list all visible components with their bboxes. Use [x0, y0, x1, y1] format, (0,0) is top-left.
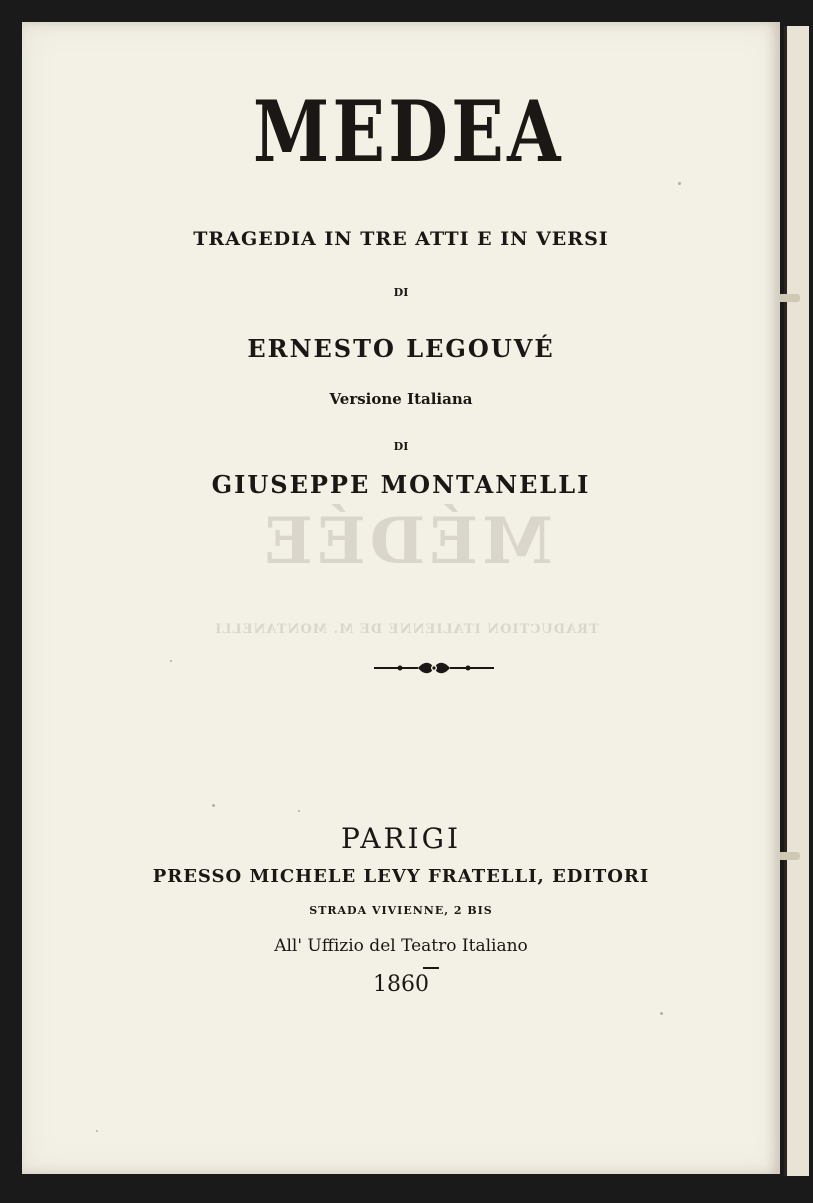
binding-thread — [778, 852, 800, 860]
paper-speck — [170, 660, 172, 662]
by-label-translator: DI — [393, 440, 409, 453]
by-label: DI — [393, 286, 409, 299]
paper-speck — [96, 1130, 98, 1132]
publisher-name: PRESSO MICHELE LEVY FRATELLI, EDITORI — [152, 866, 650, 887]
title-page — [22, 22, 780, 1174]
year-rule — [423, 967, 439, 969]
paper-speck — [660, 1012, 663, 1015]
publication-city: PARIGI — [340, 822, 462, 855]
binding-thread — [778, 294, 800, 302]
publication-year: 1860 — [373, 972, 429, 997]
paper-speck — [212, 804, 215, 807]
paper-speck — [678, 182, 681, 185]
author-name: ERNESTO LEGOUVÉ — [247, 334, 555, 363]
paper-speck — [298, 810, 300, 812]
office-line: All' Uffizio del Teatro Italiano — [274, 936, 528, 956]
next-page-edge — [784, 26, 809, 1176]
fleuron-ornament-icon — [372, 660, 496, 676]
book-subtitle: TRAGEDIA IN TRE ATTI E IN VERSI — [193, 228, 609, 250]
publisher-address: STRADA VIVIENNE, 2 BIS — [309, 904, 493, 917]
version-label: Versione Italiana — [329, 390, 473, 408]
book-title: MEDEA — [252, 82, 564, 181]
translator-name: GIUSEPPE MONTANELLI — [211, 470, 591, 499]
